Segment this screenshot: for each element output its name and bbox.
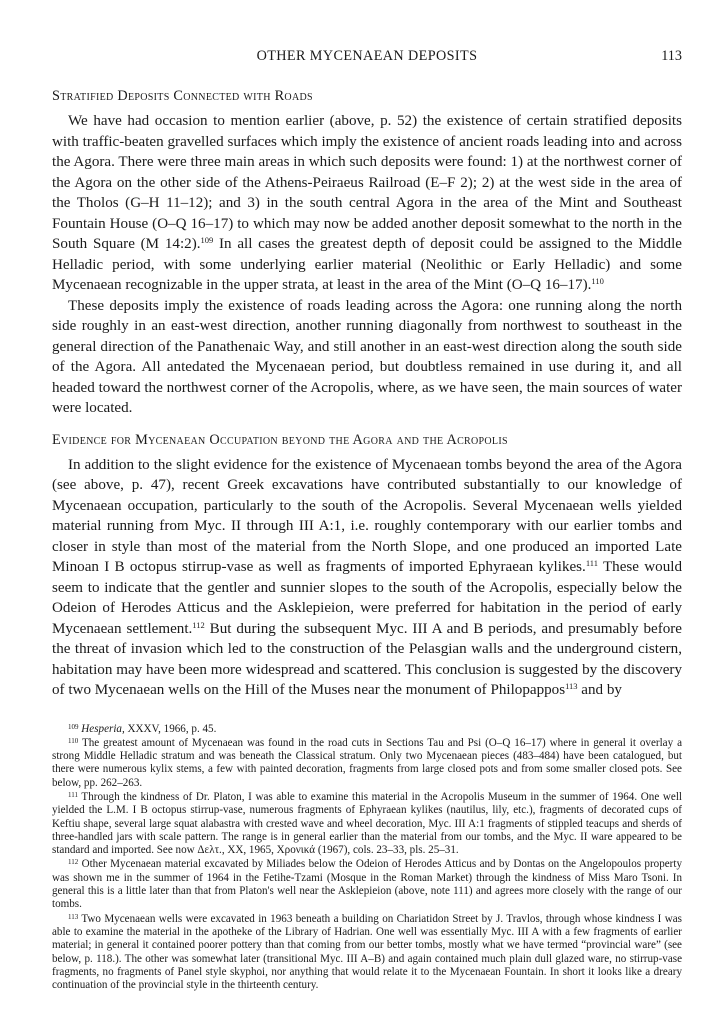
paragraph-roads-1 <box>52 111 682 296</box>
footnote-number: 113 <box>68 912 79 921</box>
journal-title: Hesperia, <box>81 722 125 735</box>
page <box>52 46 682 993</box>
footnote-ref-113[interactable]: 113 <box>565 681 578 691</box>
footnote-111 <box>52 791 682 857</box>
footnote-number: 111 <box>68 790 78 799</box>
footnote-text: XXXV, 1966, p. 45. <box>124 722 217 735</box>
paragraph-text: But during the subsequent Myc. III A and B periods, and presumably before the threat of invasion which led to the construction of the Pelasgian walls and the underground cistern, habitation may have been more widespread and scattered. This conclusion is suggested by the discovery of two Mycenaean wells on the Hill of the Muses near the monument of Philopappos <box>52 620 682 698</box>
footnote-109 <box>52 723 682 736</box>
paragraph-text: We have had occasion to mention earlier (above, p. 52) the existence of certain stratified deposits with traffic-beaten gravelled surfaces which imply the existence of ancient roads leading into and across the Agora. There were three main areas in which such deposits were found: 1) at the northwest corner of the Agora on the other side of the Athens-Peiraeus Railroad (E–F 2); 2) at the west side in the area of the Tholos (G–H 11–12); and 3) in the south central Agora in the area of the Mint and Southeast Fountain House (O–Q 16–17) to which may now be added another deposit somewhat to the north in the South Square (M 14:2). <box>52 113 682 252</box>
footnote-ref-112[interactable]: 112 <box>192 619 205 630</box>
footnote-text: Two Mycenaean wells were excavated in 1963 beneath a building on Chariatidon Street by J. Travlos, through whose kindness I was able to examine the material in the apotheke of the Library of Hadrian. One well was essentially Myc. III A with a few fragments of earlier material; in general it contained poorer pottery than that coming from our better tombs, mostly what we have termed “provincial ware” (see below, p. 118.). The other was somewhat later (transitional Myc. III A–B) and again contained much plain dull glazed ware, no stirrup-vase fragments, no fragments of Panel style skyphoi, nor anything that would relate it to the Mycenaean Fountain. In short it looks like a dreary continuation of the provincial style in the thirteenth century. <box>52 912 682 992</box>
running-head: OTHER MYCENAEAN DEPOSITS <box>256 48 478 64</box>
paragraph-occupation-1 <box>52 455 682 701</box>
paragraph-text: In addition to the slight evidence for the existence of Mycenaean tombs beyond the area of the Agora (see above, p. 47), recent Greek excavations have contributed substantially to our knowledge of Mycenaean occupation, particularly to the south of the Acropolis. Several Mycenaean wells yielded material running from Myc. II through III A:1, i.e. roughly contemporary with our earlier tombs and closer in style than most of the material from the North Slope, and one produced an imported Late Minoan I B octopus stirrup-vase as well as fragments of imported Ephyraean kylikes. <box>52 456 682 575</box>
footnote-number: 110 <box>68 736 79 745</box>
footnote-113 <box>52 913 682 993</box>
paragraph-text: and by <box>577 682 622 698</box>
footnote-ref-110[interactable]: 110 <box>591 276 604 286</box>
footnote-text: The greatest amount of Mycenaean was found in the road cuts in Sections Tau and Psi (O–Q 16–17) where in general it overlay a strong Middle Helladic stratum and was beneath the Classical stratum. Only two Mycenaean pieces (483–484) have been catalogued, but there were numerous kylix stems, a few with painted decoration, fragments from large closed pots and from some smaller closed pots. See below, pp. 262–263. <box>52 736 682 789</box>
footnote-ref-109[interactable]: 109 <box>200 235 214 245</box>
paragraph-text: These would seem to indicate that the gentler and sunnier slopes to the south of the Acropolis, especially below the Odeion of Herodes Atticus and the Asklepieion, were preferred for habitation in the period of early Mycenaean settlement. <box>52 559 682 637</box>
page-number: 113 <box>661 48 682 64</box>
footnote-number: 109 <box>68 722 79 731</box>
section-heading-occupation: Evidence for Mycenaean Occupation beyond the Agora and the Acropolis <box>52 431 508 448</box>
footnote-number: 112 <box>68 858 79 867</box>
footnote-ref-111[interactable]: 111 <box>585 558 598 568</box>
paragraph-roads-2: These deposits imply the existence of roads leading across the Agora: one running along the north side roughly in an east-west direction, another running diagonally from northwest to southeast in the general direction of the Panathenaic Way, and still another in an east-west direction along the south side of the Agora. All antedated the Mycenaean period, but doubtless remained in use during it, and all headed toward the northwest corner of the Acropolis, where, as we have seen, the main sources of water were located. <box>52 297 682 416</box>
footnote-110 <box>52 737 682 790</box>
footnotes <box>52 723 682 993</box>
page-header <box>52 46 682 68</box>
section-heading-roads: Stratified Deposits Connected with Roads <box>52 88 313 104</box>
footnote-text: Through the kindness of Dr. Platon, I was able to examine this material in the Acropolis Museum in the summer of 1964. One well yielded the L.M. I B octopus stirrup-vase, numerous fragments of Ephyraean kylikes (nautilus, lily, etc.), fragments of decorated cups of Keftiu shape, several large squat alabastra with crested wave and wheel decoration, Myc. III A:1 fragments of stippled teacups and sherds of three-handled jars with scale pattern. The range is in general earlier than the material from our tombs, and the Myc. II ware appeared to be standard and imported. See now Δελτ., XX, 1965, Χρονικά (1967), cols. 23–33, pls. 25–31. <box>52 790 682 857</box>
paragraph-text: In all cases the greatest depth of deposit could be assigned to the Middle Helladic period, with some underlying earlier material (Neolithic or Early Helladic) and some Mycenaean recognizable in the upper strata, at least in the area of the Mint (O–Q 16–17). <box>52 236 682 293</box>
footnote-text: Other Mycenaean material excavated by Miliades below the Odeion of Herodes Atticus and by Dontas on the Angelopoulos property was shown me in the summer of 1964 in the Fetihe-Tzami (Mosque in the Roman Market) through the kindness of Miss Maro Tsoni. In general this is a little later than that from Platon's well near the Asklepieion (above, note 111) and agrees more closely with the range of our tombs. <box>52 858 682 911</box>
footnote-112 <box>52 858 682 911</box>
